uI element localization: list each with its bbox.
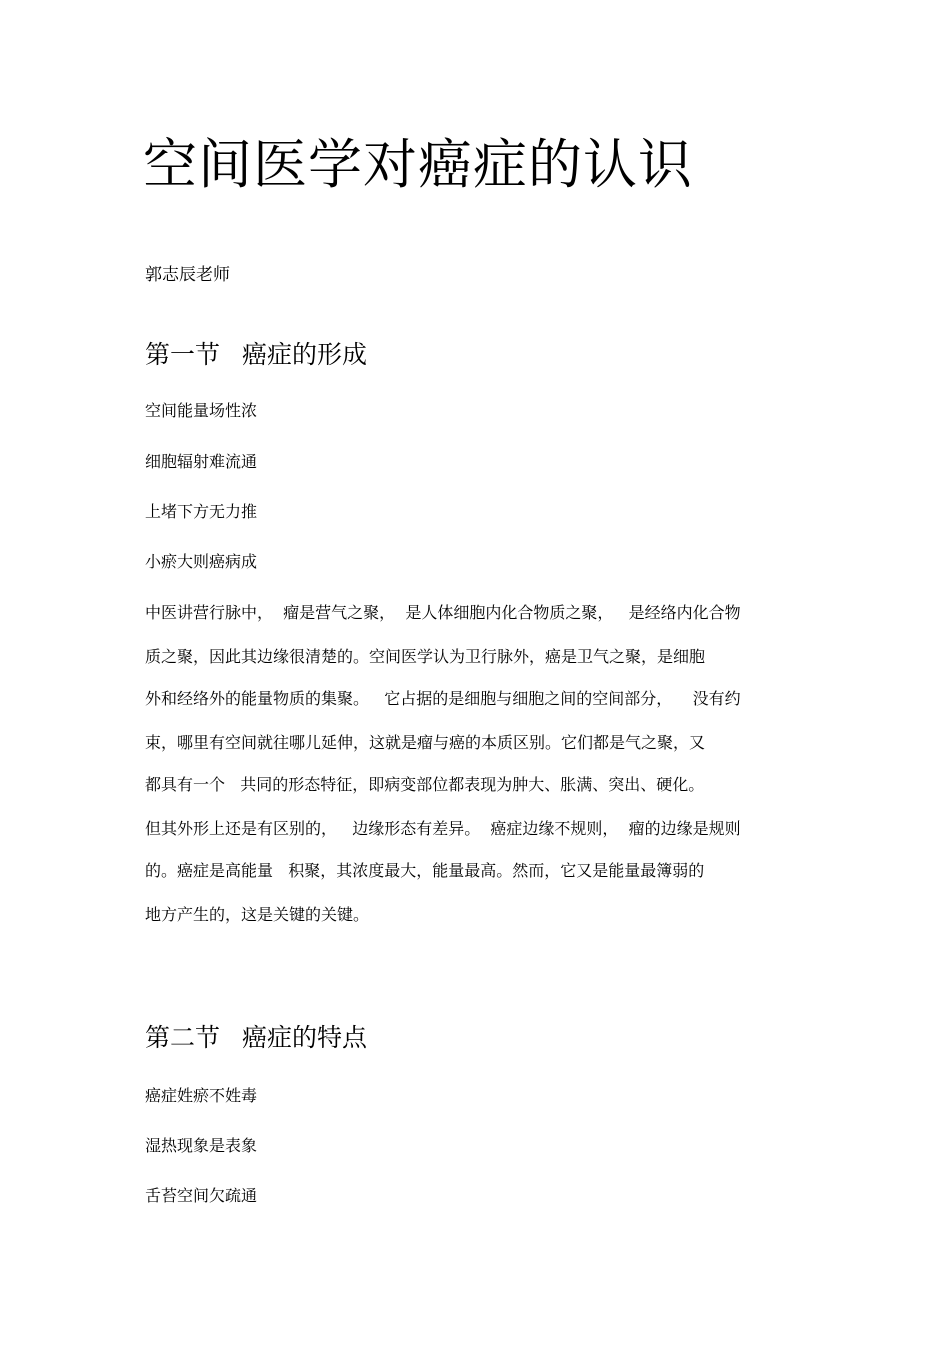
paragraph-line: 地方产生的，这是关键的关键。: [145, 905, 370, 924]
verse-line: 上堵下方无力推: [145, 502, 258, 521]
paragraph-line: 质之聚，因此其边缘很清楚的。空间医学认为卫行脉外，癌是卫气之聚，是细胞: [145, 647, 706, 666]
verse-line: 细胞辐射难流通: [145, 452, 258, 471]
section-1-name: 癌症的形成: [242, 340, 368, 369]
paragraph-line: 外和经络外的能量物质的集聚。 它占据的是细胞与细胞之间的空间部分， 没有约: [145, 689, 741, 708]
verse-line: 湿热现象是表象: [145, 1136, 258, 1155]
paragraph-line: 束，哪里有空间就往哪儿延伸，这就是瘤与癌的本质区别。它们都是气之聚，又: [145, 733, 706, 752]
section-2-heading: [145, 1022, 367, 1054]
paragraph-line: 中医讲营行脉中， 瘤是营气之聚， 是人体细胞内化合物质之聚， 是经络内化合物: [145, 603, 741, 622]
paragraph-line: 都具有一个 共同的形态特征，即病变部位都表现为肿大、胀满、突出、硬化。: [145, 775, 705, 794]
paragraph-line: 的。癌症是高能量 积聚，其浓度最大，能量最高。然而，它又是能量最簿弱的: [145, 861, 705, 880]
paragraph-line: 但其外形上还是有区别的， 边缘形态有差异。 癌症边缘不规则， 瘤的边缘是规则: [145, 819, 741, 838]
document-title: 空间医学对癌症的认识: [143, 133, 693, 196]
section-1-number: 第一节: [145, 340, 221, 369]
verse-line: 空间能量场性浓: [145, 401, 258, 420]
verse-line: 舌苔空间欠疏通: [145, 1186, 258, 1205]
section-1-heading: [145, 339, 367, 371]
section-2-number: 第二节: [145, 1023, 221, 1052]
verse-line: 小瘀大则癌病成: [145, 552, 258, 571]
section-2-name: 癌症的特点: [242, 1023, 368, 1052]
verse-line: 癌症姓瘀不姓毒: [145, 1086, 258, 1105]
author-line: 郭志辰老师: [145, 265, 230, 285]
